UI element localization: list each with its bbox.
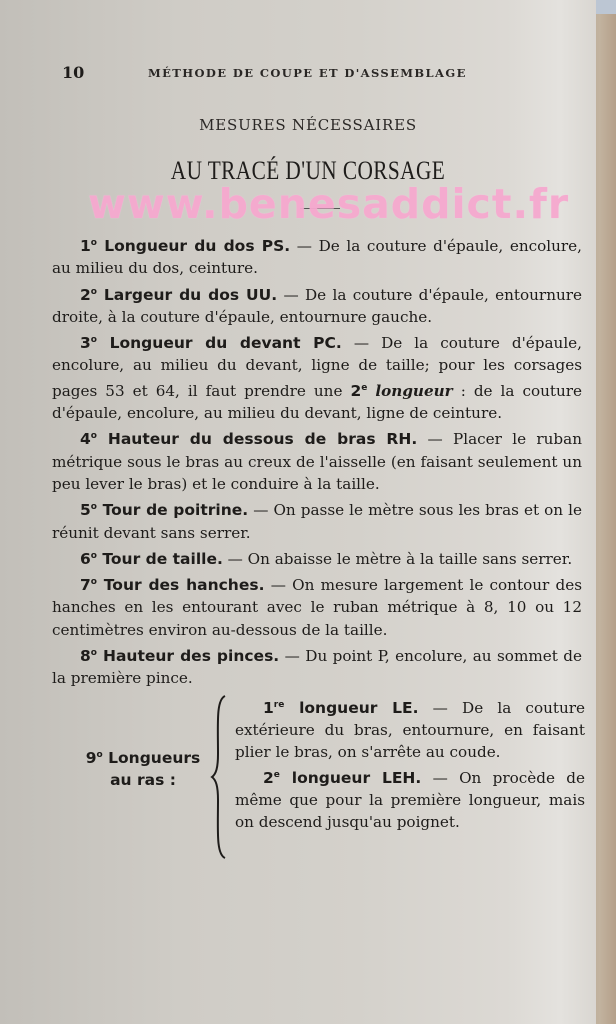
sub-heading: longueur LE.: [299, 698, 419, 717]
item-ordinal: o: [90, 431, 97, 442]
item-heading: Tour de taille.: [102, 549, 223, 568]
item-ordinal: o: [90, 238, 97, 248]
page-number: 10: [62, 63, 85, 82]
item-number: 9: [85, 748, 97, 767]
item-extra-text: : de la couture d'épaule, encolure, au milieu du devant, ligne de ceinture.: [52, 381, 583, 423]
item-text: — De la couture d'épaule, encolure, au milieu du dos, ceinture.: [52, 237, 582, 278]
item-heading: Largeur du dos UU.: [103, 285, 278, 304]
item-number: 2: [80, 285, 91, 304]
item-extra-number: 2: [350, 381, 362, 400]
item-heading: Tour des hanches.: [103, 576, 265, 595]
item-text: — Placer le ruban métrique sous le bras au creux de l'aisselle (en faisant seulement un peu lever le bras) et le conduire à la taille.: [52, 430, 582, 493]
item9-label-line2: au ras :: [110, 770, 176, 789]
item-text: — On abaisse le mètre à la taille sans serrer.: [227, 549, 573, 568]
item-text: — De la couture d'épaule, entournure droite, à la couture d'épaule, entournure gauche.: [52, 285, 583, 326]
sub-item: [235, 694, 585, 764]
item-number: 3: [80, 334, 91, 353]
item-ordinal: o: [90, 648, 97, 659]
item-heading: Longueur du devant PC.: [109, 334, 342, 353]
item-text: — On mesure largement le contour des hanches en les entourant avec le ruban métrique à 8, 10 ou 12 centimètres environ au-dessous de la taille.: [52, 576, 582, 639]
sub-ordinal: re: [273, 699, 285, 710]
curly-brace-icon: [210, 694, 228, 860]
item-number: 7: [80, 576, 91, 595]
item-number: 1: [80, 237, 91, 255]
item-extra-ordinal: e: [361, 382, 368, 393]
sub-number: 2: [263, 768, 274, 787]
item-ordinal: o: [90, 335, 97, 346]
sub-text: — On procède de même que pour la première longueur, mais on descend jusqu'au poignet.: [235, 768, 585, 832]
sub-heading: longueur LEH.: [291, 768, 422, 787]
item-ordinal: o: [90, 577, 97, 588]
item-number: 5: [80, 501, 91, 520]
item-heading: Longueur du dos PS.: [104, 237, 291, 255]
item-text: — De la couture d'épaule, encolure, au milieu du devant, ligne de taille; pour les corsages pages 53 et 64, il faut prendre une: [52, 334, 582, 400]
list-item: [52, 545, 582, 570]
running-head: MÉTHODE DE COUPE ET D'ASSEMBLAGE: [148, 66, 467, 80]
item9-label: [68, 744, 218, 791]
sub-number: 1: [263, 698, 274, 717]
sub-ordinal: e: [273, 769, 280, 780]
item-heading: Hauteur du dessous de bras RH.: [107, 430, 418, 449]
list-item-9: [52, 694, 585, 864]
item-text: — Du point P, encolure, au sommet de la première pince.: [52, 647, 582, 688]
list-item: [52, 281, 582, 329]
item-text: — On passe le mètre sous les bras et on le réunit devant sans serrer.: [52, 501, 582, 542]
list-item: [52, 496, 582, 544]
list-item: [52, 232, 582, 280]
item-number: 6: [80, 549, 91, 568]
list-item: [52, 425, 582, 495]
list-item: [52, 329, 582, 424]
list-item: [52, 642, 582, 690]
item-ordinal: o: [90, 286, 97, 297]
section-subtitle: MESURES NÉCESSAIRES: [199, 116, 417, 134]
measurements-list: [52, 232, 585, 864]
item-number: 8: [80, 647, 91, 666]
item9-label-line1: Longueurs: [108, 748, 201, 767]
watermark: www.benesaddict.fr: [88, 180, 570, 228]
item9-subitems: [235, 694, 585, 834]
item-ordinal: o: [96, 749, 103, 760]
item-heading: Hauteur des pinces.: [103, 647, 280, 666]
sub-item: [235, 764, 585, 834]
item-number: 4: [80, 430, 91, 449]
sub-text: — De la couture extérieure du bras, entournure, en faisant plier le bras, on s'arrête au coude.: [235, 698, 585, 762]
item-extra-italic: longueur: [375, 381, 453, 400]
item-heading: Tour de poitrine.: [102, 501, 249, 520]
item-ordinal: o: [90, 502, 97, 513]
item-ordinal: o: [90, 550, 97, 561]
list-item: [52, 571, 582, 641]
section-title: AU TRACÉ D'UN CORSAGE: [170, 156, 446, 185]
